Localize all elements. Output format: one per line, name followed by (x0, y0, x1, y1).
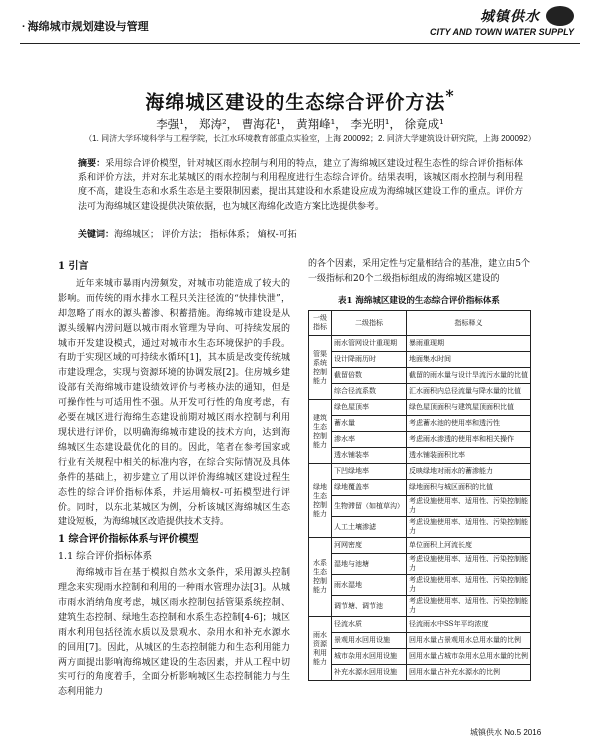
table-row (309, 617, 531, 633)
table-indicator-cell: 绿色屋顶率 (332, 400, 407, 416)
page-footer: 城镇供水 No.5 2016 (470, 728, 542, 737)
journal-name-cn: 城镇供水 (480, 9, 540, 25)
table-row (309, 448, 531, 464)
table-row (309, 368, 531, 384)
table-header-cell: 二级指标 (332, 311, 407, 336)
table-indicator-cell: 城市杂用水回用设施 (332, 649, 407, 665)
table-row (309, 538, 531, 554)
table-definition-cell: 回用水量占补充水源水的比例 (407, 665, 531, 681)
section-heading: 1 引言 (58, 261, 89, 272)
journal-logo-icon (546, 6, 574, 26)
journal-brand (430, 6, 574, 37)
table-definition-cell: 考虑蓄水池的使用率和透污性 (407, 416, 531, 432)
paragraph: 的各个因素，采用定性与定量相结合的基准，建立由5个一级指标和20个二级指标组成的海绵城区建设的 (308, 259, 530, 284)
table-indicator-cell: 绿地覆盖率 (332, 480, 407, 496)
table-row (309, 633, 531, 649)
column-header (22, 18, 149, 34)
table-header-row (309, 311, 531, 336)
table-definition-cell: 汇水面积内总径流量与降水量的比值 (407, 384, 531, 400)
table-definition-cell: 考虑设施使用率、适用性、污染控制能力 (407, 554, 531, 575)
table-indicator-cell: 蓄水量 (332, 416, 407, 432)
table-row (309, 400, 531, 416)
paragraph: 海绵城市旨在基于模拟自然水文条件，采用源头控制理念来实现雨水控制和利用的一种雨水管理办法[3]。从城市雨水消纳角度考虑，城区雨水控制包括管渠系统控制、建筑生态控制、绿地生态控制和水系生态控制[4-6]；城区雨水利用包括径流水质以及景观水、杂用水和补充水源水的回用[7]。因此，从城区的生态控制能力和生态利用能力两方面提出影响海绵城区建设的生态因素，并从工程中切实可行的角度着手，全面分析影响城区生态控制能力与生态利用能力 (58, 568, 290, 698)
table-category-cell: 建筑生态控制能力 (309, 400, 332, 464)
section-heading: 1 综合评价指标体系与评价模型 (58, 534, 199, 546)
left-column (58, 257, 290, 700)
table-row (309, 480, 531, 496)
table-indicator-cell: 生物滞留（如植草沟） (332, 496, 407, 517)
table-indicator-cell: 综合径流系数 (332, 384, 407, 400)
title-text: 海绵城区建设的生态综合评价方法 (145, 91, 446, 114)
indicator-table (308, 310, 531, 681)
table-row (309, 352, 531, 368)
keywords-label: 关键词： (78, 230, 115, 240)
bullet-icon: · (22, 21, 26, 33)
table-category-cell: 水系生态控制能力 (309, 538, 332, 617)
paper-title (0, 86, 600, 114)
journal-name-en: CITY AND TOWN WATER SUPPLY (429, 27, 574, 37)
table-definition-cell: 考虑设施使用率、适用性、污染控制能力 (407, 596, 531, 617)
column-name: 海绵城市规划建设与管理 (27, 21, 149, 33)
table-row (309, 517, 531, 538)
table-header-cell: 一级指标 (309, 311, 332, 336)
abstract-text: 采用综合评价模型，针对城区雨水控制与利用的特点，建立了海绵城区建设过程生态性的综合评价指标体系和评价方法，并对东北某城区的雨水控制与利用程度进行生态综合评价。结果表明，该城区雨水控制与利用程度不高，建设生态和水系生态是主要限制因素，提出其建设和水系建设应成为海绵城区建设工作的重点。评价方法可为海绵城区建设提供决策依据，也为城区海绵化改造方案比选提供参考。 (78, 159, 523, 212)
keywords-text: 海绵城区； 评价方法； 指标体系； 熵权-可拓 (114, 230, 297, 240)
table-indicator-cell: 截留倍数 (332, 368, 407, 384)
table-category-cell: 雨水资源利用能力 (309, 617, 332, 681)
table-definition-cell: 暴雨重现期 (407, 336, 531, 352)
table-definition-cell: 地面集水时间 (407, 352, 531, 368)
table-definition-cell: 考虑雨水渗透的使用率和相关操作 (407, 432, 531, 448)
title-footnote-mark: * (445, 86, 455, 105)
table-definition-cell: 回用水量占景观用水总用水量的比例 (407, 633, 531, 649)
table-row (309, 336, 531, 352)
table-indicator-cell: 河网密度 (332, 538, 407, 554)
table-definition-cell: 截留的雨水量与设计旱流污水量的比值 (407, 368, 531, 384)
table-definition-cell: 回用水量占城市杂用水总用水量的比例 (407, 649, 531, 665)
table-indicator-cell: 渗水率 (332, 432, 407, 448)
abstract-label: 摘要： (78, 159, 106, 169)
table-indicator-cell: 调节塘、调节池 (332, 596, 407, 617)
table-indicator-cell: 雨水湿地 (332, 575, 407, 596)
header-rule (20, 43, 580, 44)
table-definition-cell: 绿色屋顶面积与建筑屋顶面积比值 (407, 400, 531, 416)
table-definition-cell: 透水铺装面积比率 (407, 448, 531, 464)
table-indicator-cell: 径流水质 (332, 617, 407, 633)
table-definition-cell: 绿地面积与城区面积的比值 (407, 480, 531, 496)
table-row (309, 649, 531, 665)
table-row (309, 384, 531, 400)
table-row (309, 575, 531, 596)
subsection-heading: 1.1 综合评价指标体系 (58, 551, 153, 563)
table-header-cell: 指标释义 (407, 311, 531, 336)
table-category-cell: 管渠系统控制能力 (309, 336, 332, 400)
table-row (309, 416, 531, 432)
table-row (309, 596, 531, 617)
table-row (309, 464, 531, 480)
table-definition-cell: 单位面积上河流长度 (407, 538, 531, 554)
author-list: 李强¹， 郑涛²， 曹海花¹， 黄翔峰¹， 李光明¹， 徐竟成¹ (156, 117, 444, 131)
table-definition-cell: 考虑设施使用率、适用性、污染控制能力 (407, 575, 531, 596)
table-row (309, 554, 531, 575)
table-indicator-cell: 湿地与池塘 (332, 554, 407, 575)
table-indicator-cell: 下凹绿地率 (332, 464, 407, 480)
right-column (308, 257, 530, 287)
table-definition-cell: 考虑设施使用率、适用性、污染控制能力 (407, 496, 531, 517)
table-row (309, 432, 531, 448)
table-definition-cell: 反映绿地对雨水的蓄渗能力 (407, 464, 531, 480)
affiliation: （1. 同济大学环境科学与工程学院，长江水环境教育部重点实验室，上海 200092；2. 同济大学建筑设计研究院，上海 200092） (84, 134, 536, 143)
table-indicator-cell: 人工土壤渗滤 (332, 517, 407, 538)
table-indicator-cell: 景观用水回用设施 (332, 633, 407, 649)
paragraph: 近年来城市暴雨内涝频发，对城市功能造成了较大的影响。而传统的雨水排水工程只关注径流的“快排快泄”，却忽略了雨水的源头蓄渗、积蓄措施。海绵城市建设是从源头缓解内涝问题以城市雨水管理为导向、可持续发展的城市开发建设模式，通过对城市水生态环境保护的手段。有助于实现区域的可持续水循环[1]，其本质是改变传统城市建设理念，实现与资源环境的协调发展[2]。住房城乡建设部有关海绵城市建设绩效评价与考核办法的通知，但是可操作性与可适用性不强。从开发可行性的角度考虑，有必要在城区进行海绵生态建设前期对城区雨水控制与利用现状进行评价，以明确海绵城市建设的技术方向，达到海绵城区生态建设最优化的目的。因此，笔者在参考国家或行业有关规程中相关的标准内容，在综合实际情况及具体条件的基础上，初步建立了用以评价海绵城区建设过程生态性的综合评价指标体系，并运用熵权-可拓模型进行评价。同时，以东北某城区为例，分析该城区海绵城区生态建设短板，为海绵城区改造提供技术支持。 (58, 278, 290, 528)
keywords (78, 227, 523, 240)
table-indicator-cell: 补充水源水回用设施 (332, 665, 407, 681)
table-definition-cell: 考虑设施使用率、适用性、污染控制能力 (407, 517, 531, 538)
table-indicator-cell: 雨水管网设计重现期 (332, 336, 407, 352)
abstract (78, 157, 523, 214)
table-category-cell: 绿地生态控制能力 (309, 464, 332, 538)
table-row (309, 665, 531, 681)
table-caption: 表1 海绵城区建设的生态综合评价指标体系 (338, 296, 500, 306)
table-indicator-cell: 透水铺装率 (332, 448, 407, 464)
table-definition-cell: 径流雨水中SS年平均浓度 (407, 617, 531, 633)
table-indicator-cell: 设计降雨历时 (332, 352, 407, 368)
table-row (309, 496, 531, 517)
